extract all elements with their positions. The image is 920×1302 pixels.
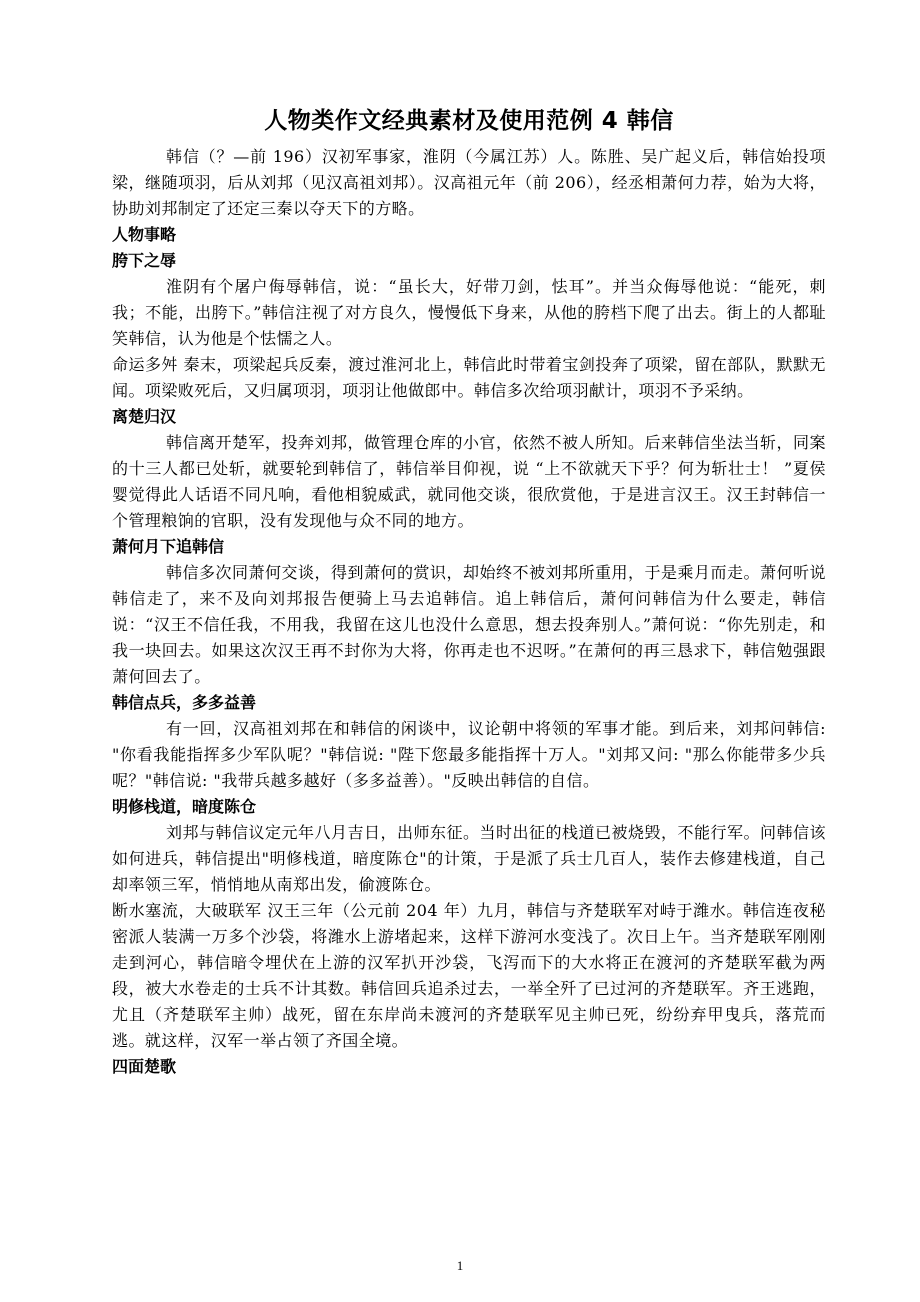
section-heading-troops: 韩信点兵，多多益善 (112, 693, 257, 712)
intro-paragraph: 韩信（？—前 196）汉初军事家，淮阴（今属江苏）人。陈胜、吴广起义后，韩信始投项梁，继随项羽，后从刘邦（见汉高祖刘邦）。汉高祖元年（前 206），经丞相萧何力荐，始为大将，协助刘邦制定了还定三秦以夺天下的方略。 (112, 147, 826, 218)
section-heading-leave-chu: 离楚归汉 (112, 407, 177, 426)
document-title: 人物类作文经典素材及使用范例 4 韩信 (264, 108, 674, 134)
section-heading-biography: 人物事略 (112, 225, 177, 244)
section-heading-four-sides: 四面楚歌 (112, 1057, 177, 1076)
paragraph-plank-road: 刘邦与韩信议定元年八月吉日，出师东征。当时出征的栈道已被烧毁，不能行军。问韩信该如何进兵，韩信提出"明修栈道，暗度陈仓"的计策，于是派了兵士几百人，装作去修建栈道，自己却率领三军，悄悄地从南郑出发，偷渡陈仓。 (112, 823, 826, 894)
paragraph-wei-river: 断水塞流，大破联军 汉王三年（公元前 204 年）九月，韩信与齐楚联军对峙于潍水。韩信连夜秘密派人装满一万多个沙袋，将潍水上游堵起来，这样下游河水变浅了。次日上午。当齐楚联军刚刚走到河心，韩信暗令埋伏在上游的汉军扒开沙袋，飞泻而下的大水将正在渡河的齐楚联军截为两段，被大水卷走的士兵不计其数。韩信回兵追杀过去，一举全歼了已过河的齐楚联军。齐王逃跑，尤且（齐楚联军主帅）战死，留在东岸尚未渡河的齐楚联军见主帅已死，纷纷弃甲曳兵，落荒而逃。就这样，汉军一举占领了齐国全境。 (112, 901, 826, 1050)
paragraph-xiao-he: 韩信多次同萧何交谈，得到萧何的赏识，却始终不被刘邦所重用，于是乘月而走。萧何听说韩信走了，来不及向刘邦报告便骑上马去追韩信。追上韩信后，萧何问韩信为什么要走，韩信说：“汉王不信任我，不用我，我留在这儿也没什么意思，想去投奔别人。”萧何说：“你先别走，和我一块回去。如果这次汉王再不封你为大将，你再走也不迟呀。”在萧何的再三恳求下，韩信勉强跟萧何回去了。 (112, 563, 826, 686)
paragraph-leave-chu: 韩信离开楚军，投奔刘邦，做管理仓库的小官，依然不被人所知。后来韩信坐法当斩，同案的十三人都已处斩，就要轮到韩信了，韩信举目仰视，说 “上不欲就天下乎？何为斩壮士！ ”夏侯婴觉得此人话语不同凡响，看他相貌威武，就同他交谈，很欣赏他，于是进言汉王。汉王封韩信一个管理粮饷的官职，没有发现他与众不同的地方。 (112, 433, 826, 530)
page-number: 1 (456, 1258, 464, 1273)
section-heading-humiliation: 胯下之辱 (112, 251, 177, 270)
section-heading-xiao-he: 萧何月下追韩信 (112, 537, 225, 556)
paragraph-troops: 有一回，汉高祖刘邦在和韩信的闲谈中，议论朝中将领的军事才能。到后来，刘邦问韩信: "你看我能指挥多少军队呢？"韩信说: "陛下您最多能指挥十万人。"刘邦又问: "那么你能带多少兵呢？"韩信说: "我带兵越多越好（多多益善）。"反映出韩信的自信。 (112, 719, 826, 790)
section-heading-plank-road: 明修栈道，暗度陈仓 (112, 797, 257, 816)
document-body (112, 104, 826, 1080)
paragraph-humiliation: 淮阴有个屠户侮辱韩信，说：“虽长大，好带刀剑，怯耳”。并当众侮辱他说：“能死，刺我；不能，出胯下。”韩信注视了对方良久，慢慢低下身来，从他的胯档下爬了出去。街上的人都耻笑韩信，认为他是个怯懦之人。 (112, 277, 826, 348)
paragraph-fate: 命运多舛 秦末，项梁起兵反秦，渡过淮河北上，韩信此时带着宝剑投奔了项梁，留在部队，默默无闻。项梁败死后，又归属项羽，项羽让他做郎中。韩信多次给项羽献计，项羽不予采纳。 (112, 355, 826, 400)
